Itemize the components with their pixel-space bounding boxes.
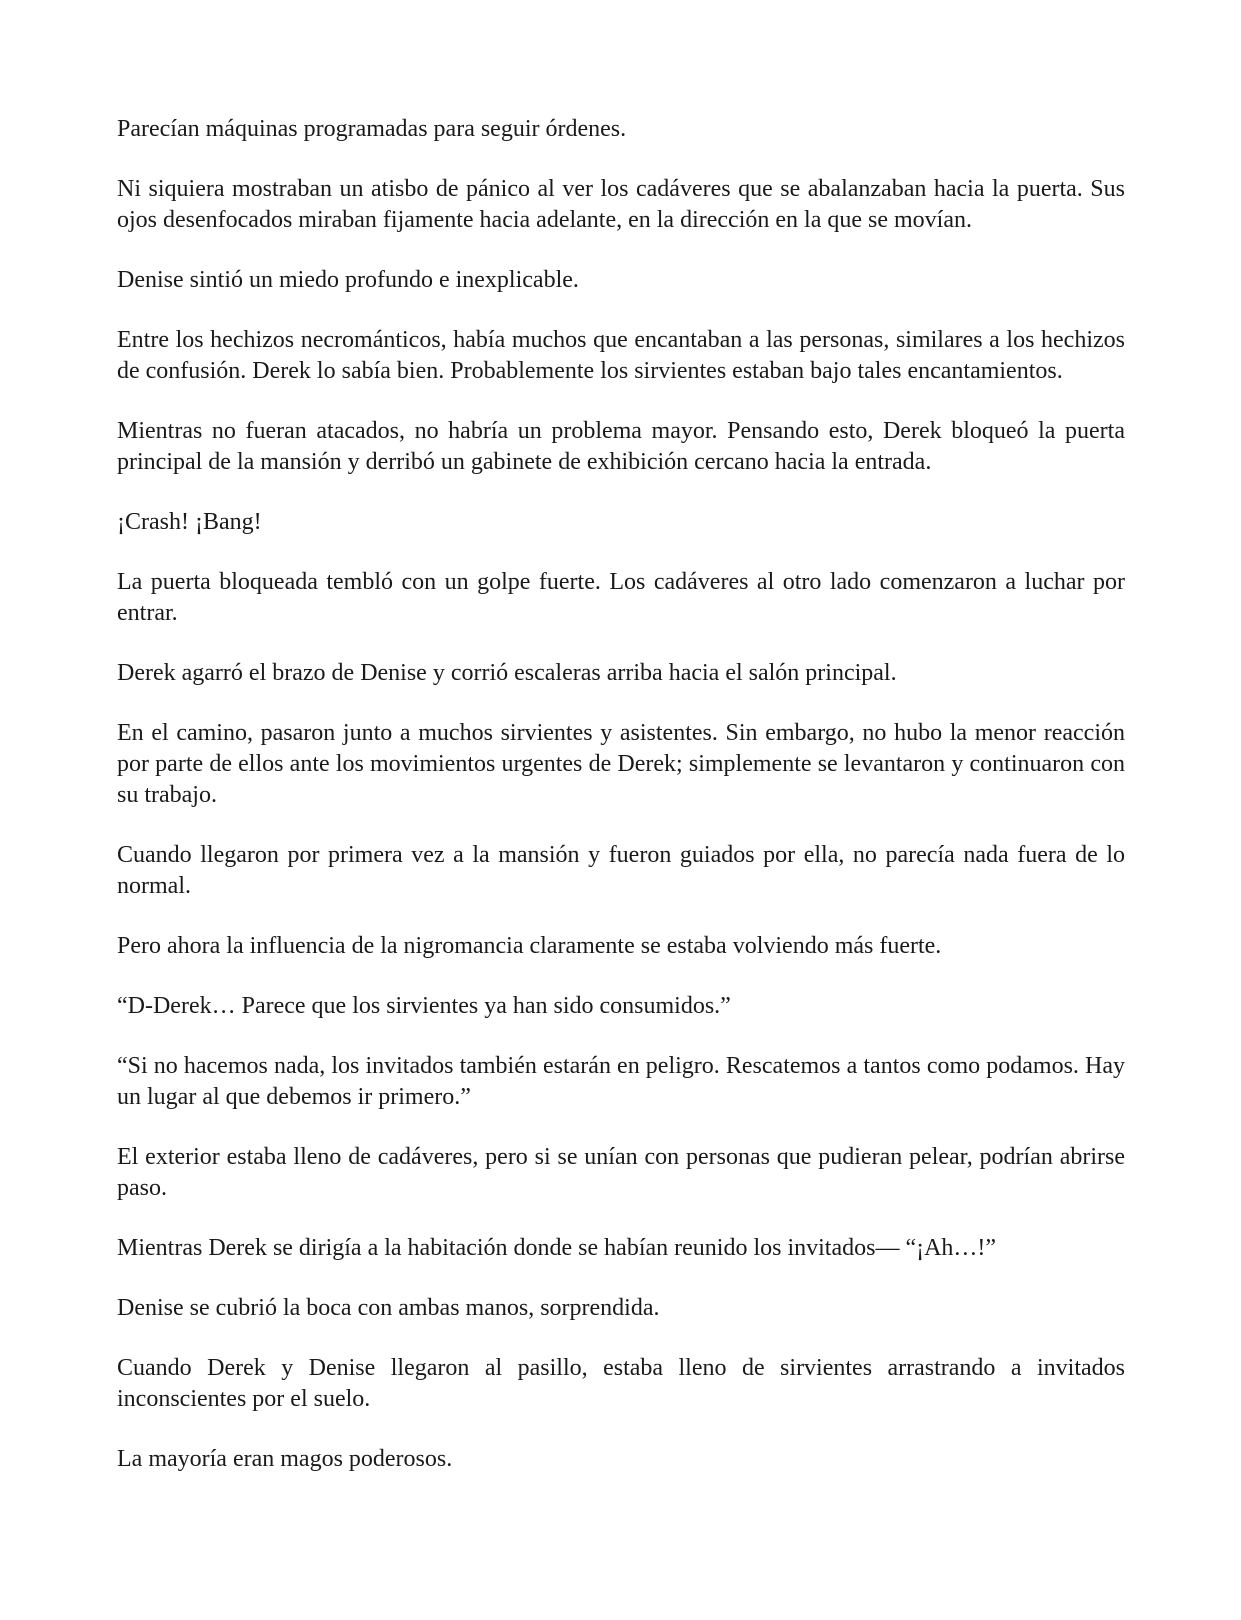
paragraph: Ni siquiera mostraban un atisbo de pánico al ver los cadáveres que se abalanzaban hacia la puerta. Sus ojos desenfocados miraban fijamente hacia adelante, en la dirección en la que se movían. [117, 176, 1125, 233]
paragraph: La mayoría eran magos poderosos. [117, 1446, 453, 1472]
paragraph: Denise se cubrió la boca con ambas manos, sorprendida. [117, 1295, 660, 1321]
paragraph: Mientras no fueran atacados, no habría un problema mayor. Pensando esto, Derek bloqueó la puerta principal de la mansión y derribó un gabinete de exhibición cercano hacia la entrada. [117, 418, 1125, 475]
paragraph: ¡Crash! ¡Bang! [117, 509, 262, 535]
paragraph: Denise sintió un miedo profundo e inexplicable. [117, 267, 579, 293]
paragraph: Parecían máquinas programadas para seguir órdenes. [117, 116, 627, 142]
paragraph: “D-Derek… Parece que los sirvientes ya han sido consumidos.” [117, 993, 731, 1019]
paragraph: La puerta bloqueada tembló con un golpe fuerte. Los cadáveres al otro lado comenzaron a luchar por entrar. [117, 569, 1125, 626]
paragraph: Pero ahora la influencia de la nigromancia claramente se estaba volviendo más fuerte. [117, 933, 942, 959]
paragraph: Cuando Derek y Denise llegaron al pasillo, estaba lleno de sirvientes arrastrando a invitados inconscientes por el suelo. [117, 1355, 1125, 1412]
paragraph: Cuando llegaron por primera vez a la mansión y fueron guiados por ella, no parecía nada fuera de lo normal. [117, 842, 1125, 899]
paragraph: El exterior estaba lleno de cadáveres, pero si se unían con personas que pudieran pelear, podrían abrirse paso. [117, 1144, 1125, 1201]
paragraph: “Si no hacemos nada, los invitados también estarán en peligro. Rescatemos a tantos como podamos. Hay un lugar al que debemos ir primero.” [117, 1053, 1125, 1110]
paragraph: Mientras Derek se dirigía a la habitación donde se habían reunido los invitados— “¡Ah…!” [117, 1235, 997, 1261]
paragraph: Derek agarró el brazo de Denise y corrió escaleras arriba hacia el salón principal. [117, 660, 897, 686]
document-page [117, 114, 1125, 1504]
paragraph: En el camino, pasaron junto a muchos sirvientes y asistentes. Sin embargo, no hubo la menor reacción por parte de ellos ante los movimientos urgentes de Derek; simplemente se levantaron y continuaron con su trabajo. [117, 720, 1125, 808]
paragraph: Entre los hechizos necrománticos, había muchos que encantaban a las personas, similares a los hechizos de confusión. Derek lo sabía bien. Probablemente los sirvientes estaban bajo tales encantamientos. [117, 327, 1125, 384]
